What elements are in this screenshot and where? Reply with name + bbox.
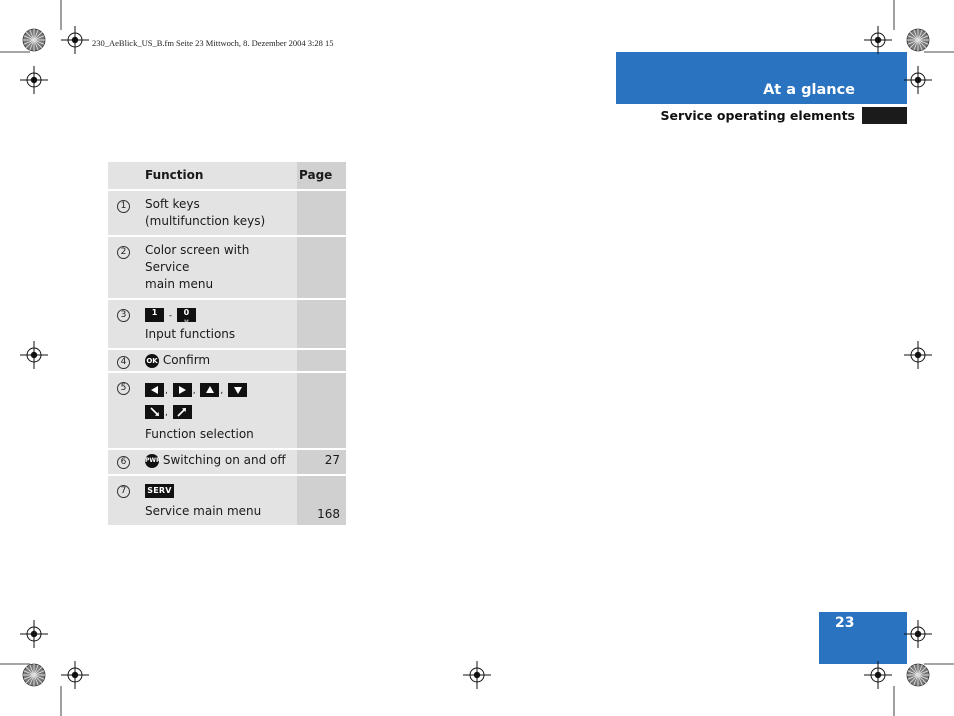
subsection-header (616, 107, 907, 125)
header-number-cell (108, 162, 139, 190)
diagonal-down-right-icon (145, 405, 164, 419)
arrow-left-icon (145, 383, 164, 397)
function-text: Service main menu (145, 504, 262, 518)
function-text: main menu (145, 277, 214, 291)
page-number: 23 (835, 615, 855, 631)
arrow-up-icon (200, 383, 219, 397)
arrow-down-icon (228, 383, 247, 397)
table-row (108, 349, 346, 372)
key-1-icon: 1 (145, 308, 164, 322)
function-text: Soft keys (145, 197, 200, 211)
diagonal-up-right-icon (173, 405, 192, 419)
subsection-title: Service operating elements (660, 108, 855, 123)
function-text: Function selection (145, 427, 254, 441)
item-number: 7 (117, 485, 130, 498)
item-number: 1 (117, 200, 130, 213)
item-number: 2 (117, 246, 130, 259)
page-number-box (819, 612, 907, 664)
list-separator: , (192, 386, 196, 396)
page-ref: 168 (297, 475, 346, 525)
table-row (108, 299, 346, 349)
function-text: Input functions (145, 327, 236, 341)
function-text: Confirm (162, 353, 211, 367)
diagonal-keys (145, 400, 293, 422)
page-ref: 27 (297, 449, 346, 475)
item-number: 5 (117, 382, 130, 395)
arrow-right-icon (173, 383, 192, 397)
list-separator: , (165, 408, 168, 418)
ok-key-icon: OK (145, 354, 159, 368)
power-key-icon: PWR (145, 454, 159, 468)
print-slug: 230_AeBlick_US_B.fm Seite 23 Mittwoch, 8. Dezember 2004 3:28 15 (92, 38, 334, 48)
function-text: Switching on and off (162, 453, 286, 467)
table-header-row (108, 162, 346, 190)
function-text: (multifunction keys) (145, 214, 266, 228)
item-number: 3 (117, 309, 130, 322)
table-row (108, 372, 346, 449)
table-row (108, 449, 346, 475)
page-ref (297, 372, 346, 449)
table-row (108, 190, 346, 236)
thumb-tab-block (862, 107, 907, 124)
header-function: Function (139, 162, 297, 190)
list-separator: , (220, 386, 224, 396)
function-text: Color screen with Service (145, 243, 250, 274)
page-ref (297, 236, 346, 299)
table-row (108, 236, 346, 299)
serv-key-icon: SERV (145, 484, 174, 498)
arrow-keys (145, 378, 293, 400)
section-header-band (616, 52, 907, 104)
key-range (145, 305, 293, 323)
item-number: 6 (117, 456, 130, 469)
key-0-icon: 0 ␣ (177, 308, 196, 322)
table-row (108, 475, 346, 525)
page-ref (297, 349, 346, 372)
page-ref (297, 299, 346, 349)
header-page: Page (297, 162, 346, 190)
page-ref (297, 190, 346, 236)
function-table (108, 162, 346, 525)
item-number: 4 (117, 356, 130, 369)
list-separator: , (165, 386, 168, 396)
section-title: At a glance (763, 82, 855, 98)
range-separator: - (168, 311, 173, 321)
